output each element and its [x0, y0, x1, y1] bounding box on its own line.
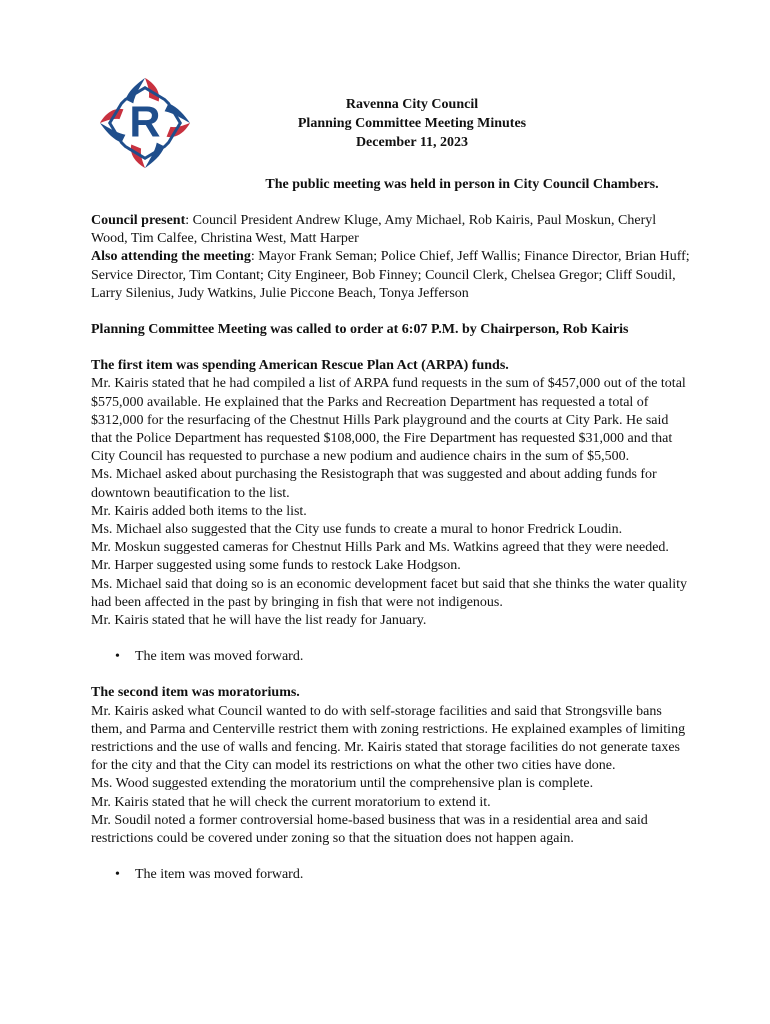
bullet-icon: • [115, 649, 120, 665]
logo-letter: R [129, 98, 161, 147]
council-name: Ravenna City Council [345, 97, 479, 112]
public-meeting-note: The public meeting was held in person in City Council Chambers. [265, 177, 659, 192]
item1-paragraph: Ms. Michael asked about purchasing the Resistograph that was suggested and about adding funds for downtown beautification to the list. [91, 467, 657, 501]
also-attending-names: : Mayor Frank Seman; Police Chief, Jeff Wallis; Finance Director, Brian Huff; Service Director, Tim Contant; City Engineer, Bob Finney; Council Clerk, Chelsea Gregor; Cliff Soudil, Larry Silenius, Judy Watkins, Julie Piccone Beach, Tonya Jefferson [91, 249, 690, 301]
council-present [91, 212, 691, 248]
council-present-label: Council present [91, 213, 186, 228]
call-to-order: Planning Committee Meeting was called to order at 6:07 P.M. by Chairperson, Rob Kairis [91, 322, 629, 338]
item2-paragraph: Mr. Kairis asked what Council wanted to do with self-storage facilities and said that Strongsville bans them, and Parma and Centerville restrict them with zoning restrictions. He explained examples of limiting restrictions and the use of walls and fencing. Mr. Kairis stated that storage facilities do not generate taxes for the city and that the City can model its restrictions on what the other two cities have done. [91, 703, 686, 774]
item1-paragraph: Mr. Kairis stated that he will have the list ready for January. [91, 613, 427, 629]
item2-outcome-text: The item was moved forward. [135, 867, 304, 883]
item2-paragraph: Mr. Soudil noted a former controversial home-based business that was in a residential area and said restrictions could be covered under zoning so that the situation does not happen again. [91, 812, 648, 847]
item2-heading: The second item was moratoriums. [91, 685, 300, 701]
minutes-body [91, 212, 691, 885]
item1-paragraph: Mr. Kairis stated that he had compiled a list of ARPA fund requests in the sum of $457,000 out of the total $575,000 available. He explained that the Parks and Recreation Department has requested a total of $312,000 for the resurfacing of the Chestnut Hills Park playground and the courts at City Park. He said that the Police Department has requested $108,000, the Fire Department has requested $31,000 and that City Council has requested to purchase a new podium and audience chairs in the sum of $5,500. [91, 376, 686, 465]
item2-paragraph: Ms. Wood suggested extending the moratorium until the comprehensive plan is complete. [91, 776, 594, 792]
item1-paragraph: Ms. Michael also suggested that the City use funds to create a mural to honor Fredrick Loudin. [91, 522, 623, 538]
item1-heading: The first item was spending American Rescue Plan Act (ARPA) funds. [91, 358, 509, 374]
item2-outcome [91, 866, 691, 884]
bullet-icon: • [115, 867, 120, 883]
item1-paragraph: Mr. Moskun suggested cameras for Chestnut Hills Park and Ms. Watkins agreed that they were needed. [91, 540, 669, 556]
council-present-names: : Council President Andrew Kluge, Amy Michael, Rob Kairis, Paul Moskun, Cheryl Wood, Tim Calfee, Christina West, Matt Harper [91, 213, 657, 247]
also-attending [91, 248, 691, 303]
document-title: Planning Committee Meeting Minutes [297, 116, 527, 131]
ravenna-logo [96, 74, 194, 172]
item1-paragraph: Mr. Harper suggested using some funds to restock Lake Hodgson. [91, 558, 461, 574]
item2-paragraph: Mr. Kairis stated that he will check the current moratorium to extend it. [91, 794, 491, 810]
item1-outcome [91, 648, 691, 666]
item1-outcome-text: The item was moved forward. [135, 649, 304, 665]
item1-paragraph: Mr. Kairis added both items to the list. [91, 503, 307, 519]
also-attending-label: Also attending the meeting [91, 249, 251, 265]
meeting-date: December 11, 2023 [355, 135, 469, 150]
item1-paragraph: Ms. Michael said that doing so is an economic development facet but said that she thinks the water quality had been affected in the past by bringing in fish that were not indigenous. [91, 576, 688, 610]
document-header [200, 95, 624, 152]
